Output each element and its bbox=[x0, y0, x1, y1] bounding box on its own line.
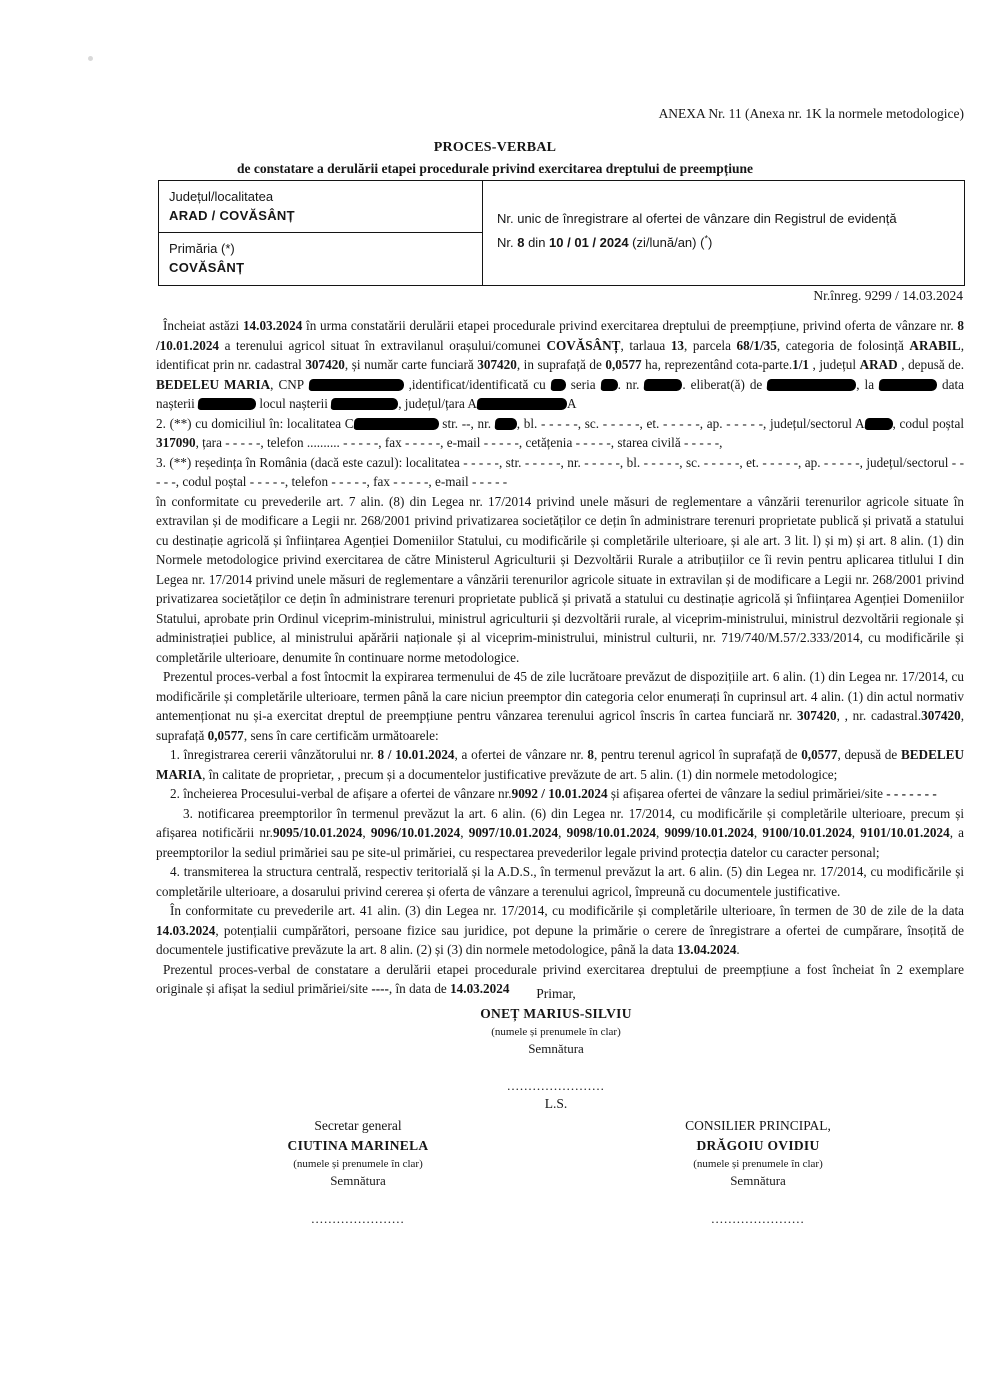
stamp-dotted-line: ....................... bbox=[507, 1078, 605, 1093]
registry-number-note: Nr.înreg. 9299 / 14.03.2024 bbox=[813, 288, 963, 303]
secretary-name: CIUTINA MARINELA bbox=[287, 1138, 429, 1153]
county-value: ARAD / COVĂSÂNȚ bbox=[169, 208, 295, 223]
paragraph: În conformitate cu prevederile art. 41 alin. (3) din Legea nr. 17/2014, cu modificările și completările ulterioare, în termen de 30 de zile de la data 14.03.2024, potențialii cumpărători, persoane fizice sau juridice, pot depune la primărie o cerere de înregistrare a ofertei de cumpărare, însoțită de documentele justificative prevăzute la art. 8 alin. (2) și (3) din normele metodologice, până la data 13.04.2024. bbox=[156, 903, 964, 957]
secretary-name-note: (numele și prenumele în clar) bbox=[293, 1158, 423, 1170]
paragraph: Prezentul proces-verbal de constatare a derulării etapei procedurale privind exercitarea dreptului de preempțiune a fost încheiat în 2 exemplare originale și afișat la sediul primăriei/site ----, în data de 14.03.2024 bbox=[156, 961, 964, 996]
counselor-dotted-line: ...................... bbox=[711, 1211, 805, 1226]
paragraph: 2. (**) cu domiciliul în: localitatea C str. --, nr. , bl. - - - - -, sc. - - - - -, et. - - - - -, ap. - - - - -, județul/sectorul A , codul poștal 317090, țara - - - - -, telefon .......... - - - - -, fax - - - - -, e-mail - - - - -, cetățenia - - - - -, starea civilă - - - - -, bbox=[156, 415, 964, 450]
document-subtitle: de constatare a derulării etapei procedurale privind exercitarea dreptului de preempțiune bbox=[237, 161, 753, 176]
counselor-name: DRĂGOIU OVIDIU bbox=[696, 1138, 820, 1153]
annex-reference: ANEXA Nr. 11 (Anexa nr. 1K la normele metodologice) bbox=[658, 106, 964, 121]
redaction-mark bbox=[477, 398, 568, 410]
header-table-left-column bbox=[159, 181, 483, 285]
redaction-mark bbox=[331, 398, 399, 410]
paragraph: 4. transmiterea la structura centrală, respectiv teritorială și la A.D.S., în termenul prevăzut la art. 6 alin. (5) din Legea nr. 17/2014, cu modificările și completările ulterioare, a dosarului privind cererea și oferta de vânzare a terenului agricol, împreună cu documentele justificative. bbox=[156, 864, 964, 899]
registration-cell bbox=[483, 181, 964, 285]
document-body bbox=[156, 316, 964, 999]
redaction-mark bbox=[198, 398, 257, 410]
registration-line1: Nr. unic de înregistrare al ofertei de vânzare din Registrul de evidență bbox=[497, 211, 897, 226]
scan-artifact-dot bbox=[88, 56, 93, 61]
cityhall-value: COVĂSÂNȚ bbox=[169, 260, 245, 275]
paragraph: 3. notificarea preemptorilor în termenul prevăzut la art. 6 alin. (6) din Legea nr. 17/2014, cu modificările și completările ulterioare, precum și afișarea notificării nr.9095/10.01.2024, 9096/10.01.2024, 9097/10.01.2024, 9098/10.01.2024, 9099/10.01.2024, 9100/10.01.2024, 9101/10.01.2024, a preemptorilor la sediul primăriei sau pe site-ul primăriei, cu respectarea prevederilor legale privind protecția datelor cu caracter personal; bbox=[156, 805, 965, 860]
counselor-name-note: (numele și prenumele în clar) bbox=[693, 1158, 823, 1170]
paragraph: Prezentul proces-verbal a fost întocmit la expirarea termenului de 45 de zile lucrătoare prevăzut de dispozițiile art. 6 alin. (1) din Legea nr. 17/2014, cu modificările și completările ulterioare, termen până la care niciun preemptor din categoria celor enumerați în cuprinsul art. 4 alin. (1) din actul normativ antemenționat nu și-a exercitat dreptul de preempțiune pentru vânzarea terenului agricol înscris în cartea funciară nr. 307420, , nr. cadastral.307420, suprafață 0,0577, sens în care certificăm următoarele: bbox=[156, 669, 964, 743]
secretary-signature-label: Semnătura bbox=[330, 1173, 386, 1188]
redaction-mark bbox=[879, 379, 938, 391]
counselor-role: CONSILIER PRINCIPAL, bbox=[685, 1118, 831, 1133]
document-title: PROCES-VERBAL bbox=[433, 140, 557, 155]
mayor-signature-label: Semnătura bbox=[528, 1041, 584, 1056]
redaction-mark bbox=[550, 379, 566, 391]
paragraph: 1. înregistrarea cererii vânzătorului nr. 8 / 10.01.2024, a ofertei de vânzare nr. 8, pentru terenul agricol în suprafață de 0,0577, depusă de BEDELEU MARIA, în calitate de proprietar, , precum și a documentelor justificative prevăzute de art. 5 alin. (1) din normele metodologice; bbox=[156, 747, 964, 782]
registration-line2: Nr. 8 din 10 / 01 / 2024 (zi/lună/an) (*) bbox=[497, 233, 713, 250]
redaction-mark bbox=[644, 379, 683, 391]
county-cell bbox=[159, 181, 482, 233]
paragraph: 2. încheierea Procesului-verbal de afișare a ofertei de vânzare nr.9092 / 10.01.2024 și afișarea ofertei de vânzare la sediul primăriei/site - - - - - - - bbox=[170, 786, 937, 801]
cityhall-cell bbox=[159, 233, 482, 285]
redaction-mark bbox=[494, 418, 517, 430]
redaction-mark bbox=[864, 418, 893, 430]
mayor-name-note: (numele și prenumele în clar) bbox=[491, 1026, 621, 1038]
header-table bbox=[158, 180, 965, 286]
secretary-role: Secretar general bbox=[314, 1118, 402, 1133]
paragraph: 3. (**) reședința în România (dacă este cazul): localitatea - - - - -, str. - - - - -, nr. - - - - -, bl. - - - - -, sc. - - - - -, et. - - - - -, ap. - - - - -, județul/sectorul - - - - -, codul poștal - - - - -, telefon - - - - -, fax - - - - -, e-mail - - - - - bbox=[156, 454, 964, 489]
paragraph: Încheiat astăzi 14.03.2024 în urma constatării derulării etapei procedurale privind exercitarea dreptului de preempțiune, privind oferta de vânzare nr. 8 /10.01.2024 a terenului agricol situat în extravilanul orașului/comunei COVĂSÂNȚ, tarlaua 13, parcela 68/1/35, categoria de folosință ARABIL, identificat prin nr. cadastral 307420, și număr carte funciară 307420, in suprafață de 0,0577 ha, reprezentând cota-parte.1/1 , județul ARAD , depusă de. BEDELEU MARIA, CNP ,identificat/identificată cu seria . nr. . eliberat(ă) de , la data nașterii locul nașterii , județul/țara A A bbox=[156, 318, 965, 411]
mayor-role: Primar, bbox=[536, 986, 576, 1001]
signature-block-counselor bbox=[638, 1118, 878, 1227]
redaction-mark bbox=[600, 379, 618, 391]
cityhall-label: Primăria (*) bbox=[169, 241, 235, 256]
secretary-dotted-line: ...................... bbox=[311, 1211, 405, 1226]
counselor-signature-label: Semnătura bbox=[730, 1173, 786, 1188]
signature-block-secretary bbox=[238, 1118, 478, 1227]
redaction-mark bbox=[353, 418, 439, 430]
stamp-ls-label: L.S. bbox=[544, 1096, 568, 1111]
redaction-mark bbox=[308, 379, 404, 391]
mayor-name: ONEȚ MARIUS-SILVIU bbox=[480, 1006, 632, 1021]
redaction-mark bbox=[767, 379, 857, 391]
signature-block-mayor bbox=[436, 986, 676, 1057]
stamp-block bbox=[436, 1078, 676, 1112]
paragraph: în conformitate cu prevederile art. 7 alin. (8) din Legea nr. 17/2014 privind unele măsuri de reglementare a vânzării terenurilor agricole situate în extravilan și de modificare a Legii nr. 268/2001 privind privatizarea societăților ce dețin în administrare terenuri proprietate publică și privată a statului cu destinație agricolă și înființarea Agenției Domeniilor Statului, cu modificările și completările ulterioare, și ale art. 3 lit. l) și m) și art. 8 alin. (1) din Normele metodologice privind exercitarea de către Ministerul Agriculturii și Dezvoltării Rurale a atribuțiilor ce îi revin pentru aplicarea titlului I din Legea nr. 17/2014 privind unele măsuri de reglementare a vânzării terenurilor agricole situate in extravilan și de modificare a Legii nr. 268/2001 privind privatizarea societăților ce dețin în administrare terenuri proprietate publică și privată a statului cu destinație agricolă și înființarea Agenției Domeniilor Statului, aprobate prin Ordinul viceprim-ministrului, ministrul agriculturii și dezvoltării rurale, al viceprim-ministrului, ministrul dezvoltării regionale și administrației publice, al ministrului apărării naționale și al viceprim-ministrului, ministrul culturii, nr. 719/740/M.57/2.333/2014, cu modificările și completările ulterioare, denumite în continuare norme metodologice. bbox=[156, 493, 964, 665]
county-label: Județul/localitatea bbox=[169, 189, 274, 204]
